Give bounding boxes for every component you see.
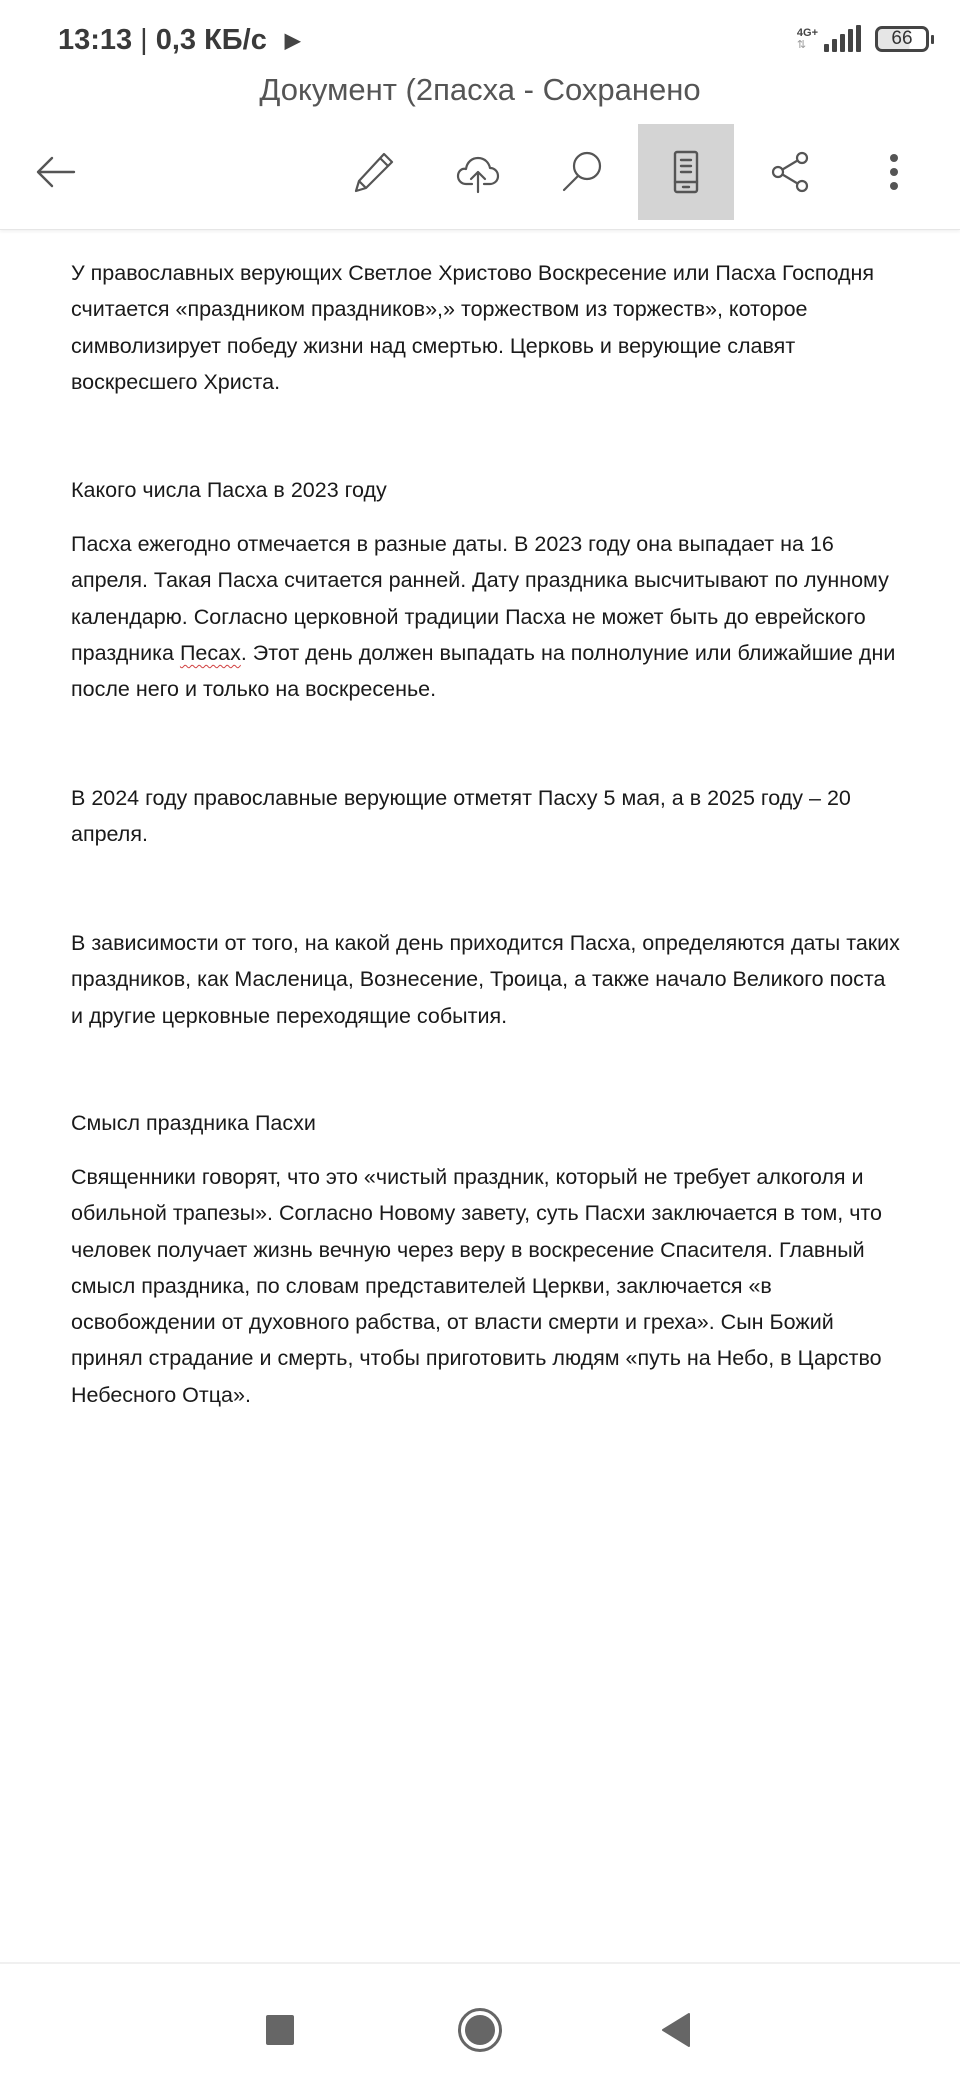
paragraph-2024-2025: В 2024 году православные верующие отметят Пасху 5 мая, а в 2025 году – 20 апреля. [71,786,851,847]
upload-button[interactable] [430,124,526,220]
paragraph-intro: У православных верующих Светлое Христово Воскресение или Пасха Господня считается «праздником праздников»,» торжеством из торжеств», которое символизирует победу жизни над смертью. Церковь и верующие славят воскресшего Христа. [71,261,875,394]
heading-easter-2023: Какого числа Пасха в 2023 году [71,478,387,502]
mobile-view-button[interactable] [638,124,734,220]
home-icon [458,2008,502,2052]
paragraph-easter-date [71,526,901,707]
status-separator: | [140,24,148,56]
more-options-button[interactable] [846,124,942,220]
search-icon [558,148,606,196]
battery-level: 66 [891,28,913,49]
network-type: 4G+ [796,27,818,39]
toolbar [0,122,960,230]
misspelled-word[interactable]: Песах [179,640,241,665]
system-nav-bar [0,1962,960,2080]
recents-icon [266,2015,294,2045]
arrow-left-icon [32,148,80,196]
document-title: Документ (2пасха - Сохранено [259,72,701,107]
battery-icon [875,26,934,52]
paragraph-easter-date-text: Пасха ежегодно отмечается в разные даты. В 2023 году она выпадает на 16 апреля. Такая Пасха считается ранней. Дату праздника высчитывают по лунному календарю. Согласно церковной традиции Пасха не может быть до еврейского праздника [71,532,889,665]
share-button[interactable] [742,124,838,220]
paragraph-meaning: Священники говорят, что это «чистый праздник, который не требует алкоголя и обильной трапезы». Согласно Новому завету, суть Пасхи заключается в том, что человек получает жизнь вечную через веру в воскресение Спасителя. Главный смысл праздника, по словам представителей Церкви, заключается «в освобождении от духовного рабства, от власти смерти и греха». Сын Божий принял страдание и смерть, чтобы приготовить людям «путь на Небо, в Царство Небесного Отца». [71,1165,882,1407]
net-speed: 0,3 КБ/с [155,24,267,56]
play-store-icon: ▶ [284,30,301,52]
heading-meaning: Смысл праздника Пасхи [71,1111,316,1135]
back-triangle-icon [659,2012,693,2048]
share-icon [766,148,814,196]
recents-button[interactable] [250,2000,310,2060]
back-nav-button[interactable] [646,2000,706,2060]
status-bar [0,0,960,72]
status-right [797,26,934,52]
status-left [58,24,300,57]
signal-strength-icon [824,26,861,52]
paragraph-dependent-dates: В зависимости от того, на какой день приходится Пасха, определяются даты таких праздников, как Масленица, Вознесение, Троица, а также начало Великого поста и другие церковные переходящие события. [71,931,900,1028]
back-button[interactable] [8,124,104,220]
edit-button[interactable] [326,124,422,220]
search-button[interactable] [534,124,630,220]
pencil-icon [350,148,398,196]
paragraph-easter-date-tail: . Этот день должен выпадать на полнолуние или ближайшие дни после него и только на воскресенье. [71,640,896,702]
mobile-view-icon [662,148,710,196]
cloud-upload-icon [454,148,502,196]
data-arrows-icon: ⇅ [796,39,807,51]
more-vertical-icon [870,148,918,196]
clock: 13:13 [58,24,133,56]
network-indicator [797,27,818,51]
home-button[interactable] [450,2000,510,2060]
